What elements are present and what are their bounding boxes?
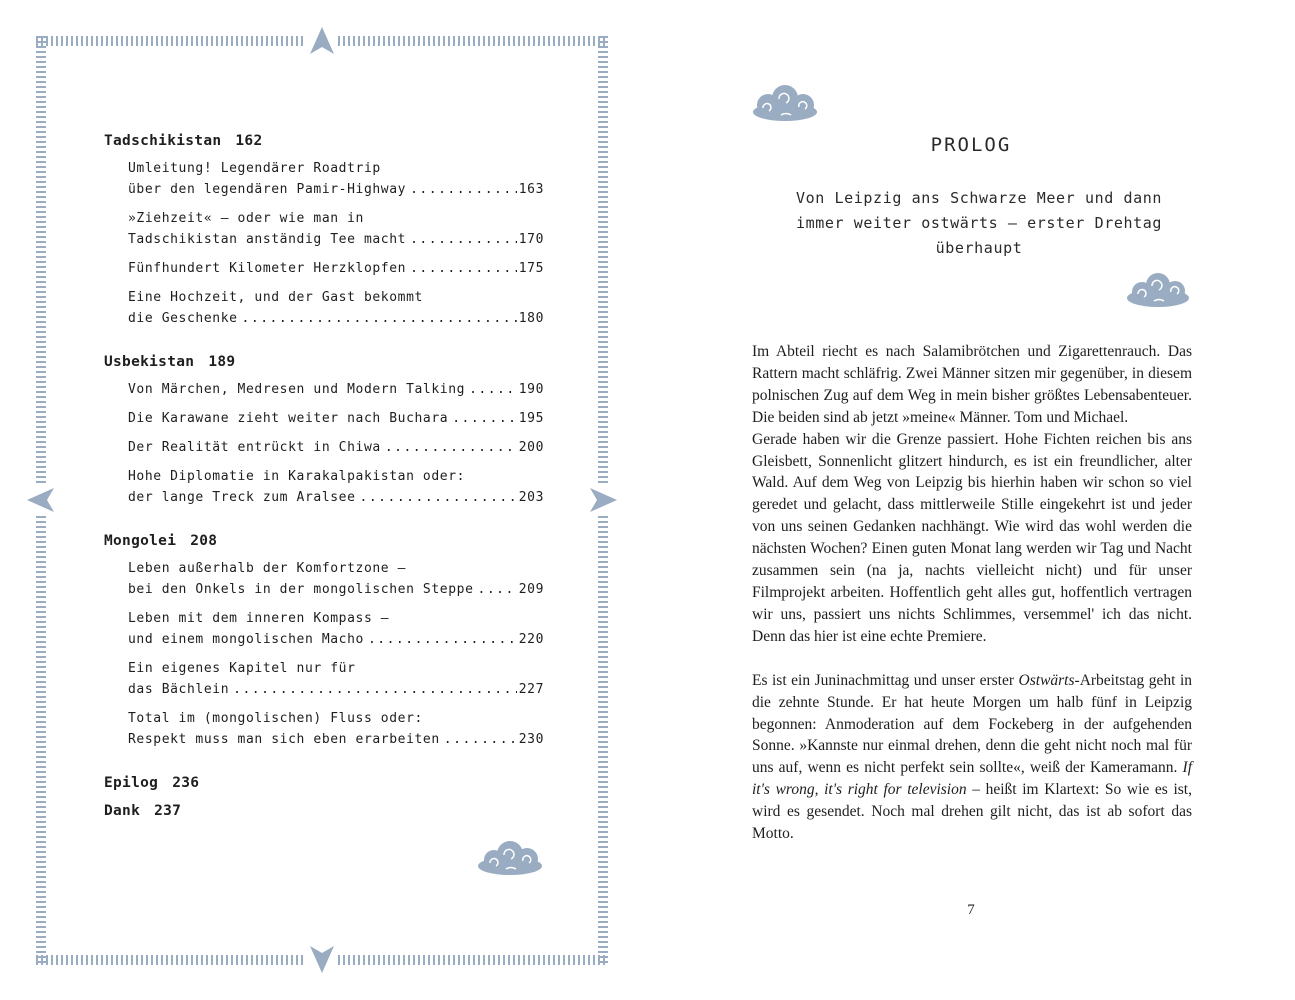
toc-entry [128, 608, 544, 650]
right-page [647, 0, 1295, 1000]
toc-entry-page: 170 [518, 232, 544, 247]
toc-chapter-page: 236 [172, 775, 200, 791]
toc-dot-leader [452, 408, 517, 429]
toc-entry-line: Ein eigenes Kapitel nur für [128, 661, 356, 676]
table-of-contents [104, 130, 544, 822]
paragraph: Es ist ein Juninachmittag und unser erster Ostwärts-Arbeitstag geht in die zehnte Stunde. Er hat heute Morgen um halb fünf in Leipzig begonnen: Anmoderation auf dem Fockeberg in der aufgehenden Sonne. »Kannste nur einmal drehen, denn die geht nicht noch mal für uns auf, wenn es nicht perfekt sein sollte«, weiß der Kameramann. If it's wrong, it's right for television – heißt im Klartext: So wie es ist, wird es gesendet. Noch mal drehen gilt nicht, das ist ab sofort das Motto. [752, 671, 1192, 843]
toc-dot-leader [360, 487, 517, 508]
cloud-ornament-icon [1125, 272, 1191, 308]
toc-dot-leader [444, 729, 517, 750]
toc-chapter-title: Epilog [104, 775, 159, 791]
toc-entry-line: Total im (mongolischen) Fluss oder: [128, 711, 423, 726]
toc-dot-leader [469, 379, 517, 400]
toc-entry-line: Eine Hochzeit, und der Gast bekommt [128, 290, 423, 305]
toc-chapter-heading [104, 772, 544, 794]
toc-entry-line: Von Märchen, Medresen und Modern Talking [128, 382, 466, 397]
paragraph: Gerade haben wir die Grenze passiert. Hohe Fichten reichen bis ans Gleisbett, Sonnenlicht glitzert hindurch, es ist ein freundlicher, alter Wald. Auf dem Weg von Leipzig bis hierhin haben wir schon so viel geredet und gelacht, dass mittlerweile Stille eingekehrt ist und jeder von uns seinen Gedanken nachhängt. Wie wird das wohl werden die nächsten Wochen? Einen guten Monat lang werden wir Tag und Nacht zusammen sein (na ja, nachts vielleicht nicht) und für unser Filmprojekt arbeiten. Hoffentlich geht alles gut, hoffentlich vertragen wir uns, passiert uns nichts Schlimmes, versemmel' ich das nicht. Denn das hier ist eine echte Premiere. [752, 430, 1192, 645]
toc-entry-line: Respekt muss man sich eben erarbeiten [128, 732, 440, 747]
toc-entry-line: bei den Onkels in der mongolischen Steppe [128, 582, 474, 597]
toc-entry-page: 227 [518, 682, 544, 697]
toc-entry-page: 230 [518, 732, 544, 747]
toc-entry-page: 195 [518, 411, 544, 426]
compass-arrow-up-icon [309, 26, 335, 56]
toc-dot-leader [410, 258, 517, 279]
frame-right-border [598, 516, 608, 964]
cloud-ornament-icon [476, 840, 544, 876]
toc-entry-line: Umleitung! Legendärer Roadtrip [128, 161, 381, 176]
toc-entry-page: 180 [518, 311, 544, 326]
toc-chapter-page: 162 [235, 133, 263, 149]
toc-dot-leader [410, 229, 517, 250]
toc-entry-page: 163 [518, 182, 544, 197]
toc-entry-line: der lange Treck zum Aralsee [128, 490, 356, 505]
toc-entry-line: Die Karawane zieht weiter nach Buchara [128, 411, 449, 426]
page-number: 7 [967, 902, 975, 918]
toc-dot-leader [478, 579, 517, 600]
toc-dot-leader [410, 179, 517, 200]
frame-top-border [338, 36, 608, 46]
compass-arrow-right-icon [588, 487, 618, 513]
toc-dot-leader [385, 437, 517, 458]
toc-dot-leader [242, 308, 517, 329]
toc-entry-line: Leben außerhalb der Komfortzone – [128, 561, 407, 576]
toc-entry [128, 708, 544, 750]
toc-entry-line: Der Realität entrückt in Chiwa [128, 440, 381, 455]
toc-chapter-heading [104, 130, 544, 152]
cloud-ornament-icon [751, 84, 819, 122]
toc-entry-line: das Bächlein [128, 682, 230, 697]
toc-entry [128, 379, 544, 400]
prolog-title: PROLOG [930, 134, 1012, 156]
frame-bottom-border [338, 955, 608, 965]
toc-entry [128, 437, 544, 458]
toc-entry-line: Leben mit dem inneren Kompass – [128, 611, 390, 626]
compass-arrow-down-icon [309, 944, 335, 974]
frame-bottom-border [36, 955, 306, 965]
prolog-body-text [752, 341, 1192, 845]
subtitle-line: immer weiter ostwärts – erster Drehtag [796, 214, 1162, 232]
toc-entry [128, 466, 544, 508]
toc-entry-page: 175 [518, 261, 544, 276]
toc-entry [128, 408, 544, 429]
toc-chapter-heading [104, 800, 544, 822]
toc-entry-line: Fünfhundert Kilometer Herzklopfen [128, 261, 407, 276]
paragraph: Im Abteil riecht es nach Salamibrötchen und Zigarettenrauch. Das Rattern macht schläfrig. Zwei Männer sitzen mir gegenüber, in diesem polnischen Zug auf dem Weg in mein bisher größtes Lebensabenteuer. Die beiden sind ab jetzt »meine« Männer. Tom und Michael. [752, 343, 1192, 426]
toc-chapter-title: Dank [104, 803, 141, 819]
toc-entry-line: über den legendären Pamir-Highway [128, 182, 407, 197]
toc-entry-line: Hohe Diplomatie in Karakalpakistan oder: [128, 469, 466, 484]
toc-chapter-page: 237 [154, 803, 182, 819]
toc-chapter-heading [104, 530, 544, 552]
toc-chapter-title: Tadschikistan [104, 133, 222, 149]
toc-entry [128, 558, 544, 600]
frame-top-border [36, 36, 306, 46]
toc-chapter-title: Usbekistan [104, 354, 195, 370]
compass-arrow-left-icon [26, 487, 56, 513]
toc-entry-line: und einem mongolischen Macho [128, 632, 364, 647]
frame-left-border [36, 36, 46, 484]
toc-entry-page: 209 [518, 582, 544, 597]
toc-chapter-page: 208 [190, 533, 218, 549]
toc-entry-page: 220 [518, 632, 544, 647]
toc-entry [128, 158, 544, 200]
toc-entry-page: 203 [518, 490, 544, 505]
toc-entry-line: Tadschikistan anständig Tee macht [128, 232, 407, 247]
toc-dot-leader [233, 679, 517, 700]
toc-entry [128, 658, 544, 700]
toc-chapter-heading [104, 351, 544, 373]
left-page [0, 0, 647, 1000]
toc-entry-page: 200 [518, 440, 544, 455]
toc-entry-page: 190 [518, 382, 544, 397]
toc-entry [128, 287, 544, 329]
toc-entry-line: die Geschenke [128, 311, 238, 326]
subtitle-line: Von Leipzig ans Schwarze Meer und dann [796, 189, 1162, 207]
prolog-subtitle [757, 186, 1201, 261]
toc-entry-line: »Ziehzeit« – oder wie man in [128, 211, 364, 226]
toc-chapter-page: 189 [208, 354, 236, 370]
frame-right-border [598, 36, 608, 484]
toc-entry [128, 258, 544, 279]
frame-left-border [36, 516, 46, 964]
subtitle-line: überhaupt [935, 239, 1023, 257]
toc-entry [128, 208, 544, 250]
toc-chapter-title: Mongolei [104, 533, 177, 549]
toc-dot-leader [368, 629, 517, 650]
